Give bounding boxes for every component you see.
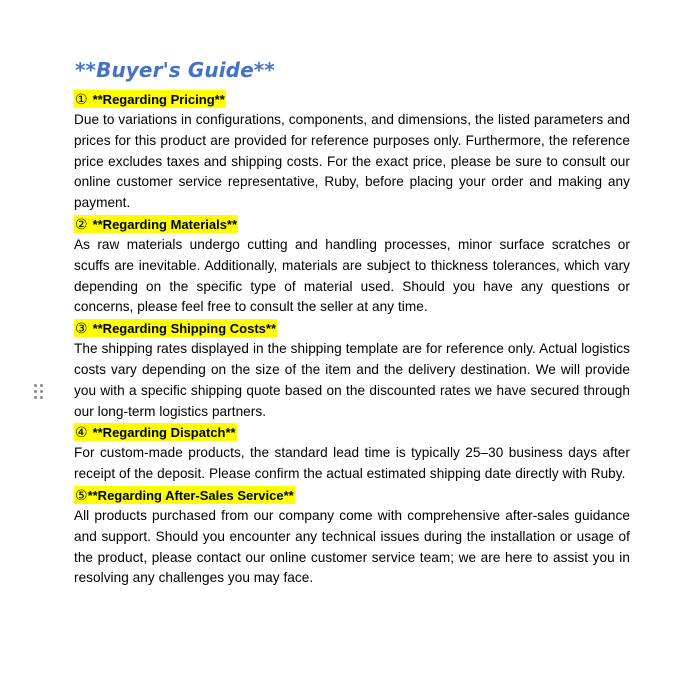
section-body: The shipping rates displayed in the shipping template are for reference only. Actual logistics costs vary depending on the size of the item and the delivery destination. We will provide you with a specific shipping quote based on the discounted rates we have secured through our long-term logistics partners. xyxy=(74,341,630,419)
heading-highlight xyxy=(74,215,238,233)
section-shipping-costs xyxy=(74,318,630,422)
section-number: ⑤ xyxy=(75,487,88,504)
section-pricing xyxy=(74,89,630,214)
heading-highlight xyxy=(74,486,295,504)
section-body: As raw materials undergo cutting and handling processes, minor surface scratches or scuffs are inevitable. Additionally, materials are subject to thickness tolerances, which vary depending on the specific type of material used. Should you have any questions or concerns, please feel free to consult the seller at any time. xyxy=(74,236,630,315)
section-body: All products purchased from our company come with comprehensive after-sales guidance and support. Should you encounter any technical issues during the installation or usage of the product, please contact our online customer service team; we are here to assist you in resolving any challenges you may face. xyxy=(74,507,630,586)
document-title: **Buyer's Guide** xyxy=(75,58,275,82)
section-heading-text: **Regarding Materials** xyxy=(92,216,238,232)
section-number: ① xyxy=(75,92,88,108)
section-number: ③ xyxy=(75,321,88,338)
section-body: Due to variations in configurations, components, and dimensions, the listed parameters and prices for this product are provided for reference purposes only. Furthermore, the reference price excludes taxes and shipping costs. For the exact price, please be sure to consult our online customer service representative, Ruby, before placing your order and making any payment. xyxy=(74,112,630,211)
section-number: ② xyxy=(75,216,88,233)
section-heading-text: **Regarding After-Sales Service** xyxy=(87,487,294,503)
section-dispatch xyxy=(74,422,630,485)
section-heading-text: **Regarding Shipping Costs** xyxy=(92,321,277,337)
section-materials xyxy=(74,214,630,318)
section-body: For custom-made products, the standard lead time is typically 25–30 business days after receipt of the deposit. Please confirm the actual estimated shipping date directly with Ruby. xyxy=(74,445,630,482)
section-heading-text: **Regarding Dispatch** xyxy=(92,425,236,441)
heading-highlight xyxy=(74,90,226,108)
heading-highlight xyxy=(74,423,237,441)
drag-handle-icon[interactable] xyxy=(34,384,44,400)
section-heading xyxy=(74,214,630,235)
section-heading xyxy=(74,485,630,506)
heading-highlight xyxy=(74,319,277,337)
document-page xyxy=(74,56,630,589)
section-heading xyxy=(74,422,630,443)
section-heading xyxy=(74,89,630,110)
section-heading xyxy=(74,318,630,339)
section-number: ④ xyxy=(75,425,88,442)
section-heading-text: **Regarding Pricing** xyxy=(92,92,225,107)
section-after-sales xyxy=(74,485,630,589)
